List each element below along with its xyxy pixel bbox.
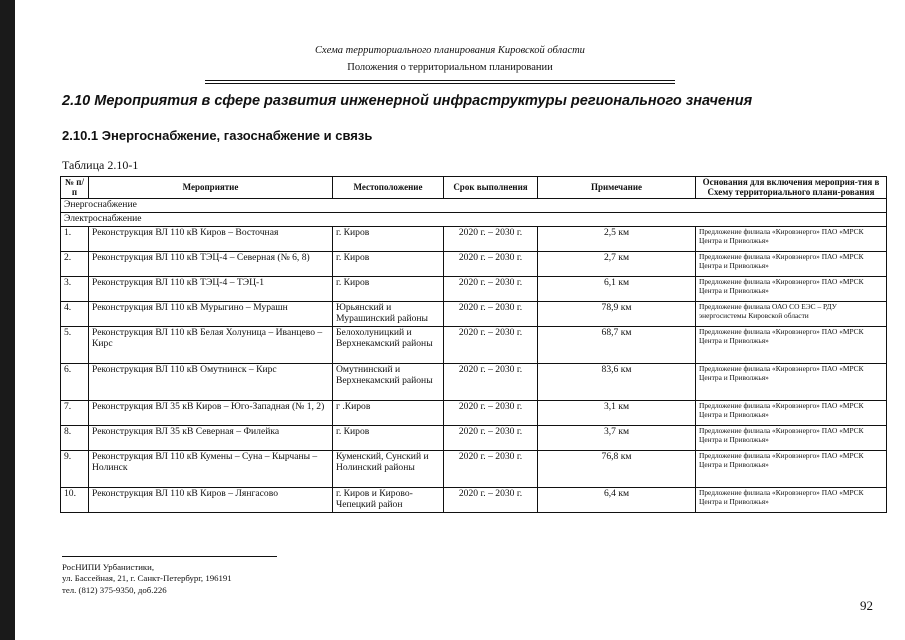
row-number: 3. xyxy=(61,277,89,302)
row-location: г. Киров xyxy=(333,252,444,277)
row-number: 2. xyxy=(61,252,89,277)
row-note: 6,1 км xyxy=(538,277,696,302)
row-note: 76,8 км xyxy=(538,451,696,488)
row-basis: Предложение филиала «Кировэнерго» ПАО «МРСК Центра и Приволжья» xyxy=(696,426,887,451)
row-activity: Реконструкция ВЛ 110 кВ Мурыгино – Мурашн xyxy=(89,302,333,327)
table-caption: Таблица 2.10-1 xyxy=(62,158,139,172)
table-row xyxy=(61,426,887,451)
row-term: 2020 г. – 2030 г. xyxy=(444,327,538,364)
footer xyxy=(62,562,232,596)
footer-org: РосНИПИ Урбанистики, xyxy=(62,562,155,572)
category-row xyxy=(61,199,887,213)
row-location: г .Киров xyxy=(333,401,444,426)
col-header-num: № п/п xyxy=(61,177,89,199)
table-row xyxy=(61,364,887,401)
header-rule xyxy=(205,80,675,81)
subsection-heading: 2.10.1 Энергоснабжение, газоснабжение и связь xyxy=(62,128,373,143)
row-location: г. Киров xyxy=(333,426,444,451)
subcategory-label: Электроснабжение xyxy=(61,213,887,227)
row-term: 2020 г. – 2030 г. xyxy=(444,401,538,426)
row-note: 78,9 км xyxy=(538,302,696,327)
category-label: Энергоснабжение xyxy=(61,199,887,213)
row-term: 2020 г. – 2030 г. xyxy=(444,364,538,401)
row-number: 8. xyxy=(61,426,89,451)
row-term: 2020 г. – 2030 г. xyxy=(444,252,538,277)
table-row xyxy=(61,488,887,513)
row-term: 2020 г. – 2030 г. xyxy=(444,451,538,488)
row-location: г. Киров xyxy=(333,227,444,252)
section-heading: 2.10 Мероприятия в сфере развития инженерной инфраструктуры регионального значения xyxy=(62,93,753,109)
document-title: Схема территориального планирования Кировской области xyxy=(315,45,585,56)
footer-rule xyxy=(62,556,277,557)
table-row xyxy=(61,277,887,302)
table-row xyxy=(61,327,887,364)
row-activity: Реконструкция ВЛ 35 кВ Киров – Юго-Западная (№ 1, 2) xyxy=(89,401,333,426)
row-note: 68,7 км xyxy=(538,327,696,364)
table-row xyxy=(61,252,887,277)
row-note: 2,5 км xyxy=(538,227,696,252)
row-basis: Предложение филиала ОАО СО ЕЭС – РДУ энергосистемы Кировской области xyxy=(696,302,887,327)
row-term: 2020 г. – 2030 г. xyxy=(444,488,538,513)
row-basis: Предложение филиала «Кировэнерго» ПАО «МРСК Центра и Приволжья» xyxy=(696,277,887,302)
row-activity: Реконструкция ВЛ 110 кВ Белая Холуница – Иванцево – Кирс xyxy=(89,327,333,364)
col-header-note: Примечание xyxy=(538,177,696,199)
activities-table xyxy=(60,176,887,513)
row-basis: Предложение филиала «Кировэнерго» ПАО «МРСК Центра и Приволжья» xyxy=(696,252,887,277)
page-edge-bar xyxy=(0,0,15,640)
header-rule xyxy=(205,83,675,84)
row-number: 4. xyxy=(61,302,89,327)
row-term: 2020 г. – 2030 г. xyxy=(444,426,538,451)
row-activity: Реконструкция ВЛ 110 кВ Омутнинск – Кирс xyxy=(89,364,333,401)
row-basis: Предложение филиала «Кировэнерго» ПАО «МРСК Центра и Приволжья» xyxy=(696,488,887,513)
row-location: Омутнинский и Верхнекамский районы xyxy=(333,364,444,401)
table-row xyxy=(61,401,887,426)
row-basis: Предложение филиала «Кировэнерго» ПАО «МРСК Центра и Приволжья» xyxy=(696,401,887,426)
col-header-location: Местоположение xyxy=(333,177,444,199)
footer-address: ул. Бассейная, 21, г. Санкт-Петербург, 196191 xyxy=(62,573,232,584)
row-activity: Реконструкция ВЛ 110 кВ Киров – Лянгасово xyxy=(89,488,333,513)
row-note: 3,7 км xyxy=(538,426,696,451)
footer-phone: тел. (812) 375-9350, доб.226 xyxy=(62,584,167,595)
row-number: 6. xyxy=(61,364,89,401)
row-note: 2,7 км xyxy=(538,252,696,277)
document-subtitle: Положения о территориальном планировании xyxy=(347,62,553,73)
row-activity: Реконструкция ВЛ 110 кВ ТЭЦ-4 – Северная (№ 6, 8) xyxy=(89,252,333,277)
col-header-basis: Основания для включения мероприя-тия в Схему территориального плани-рования xyxy=(696,177,887,199)
row-basis: Предложение филиала «Кировэнерго» ПАО «МРСК Центра и Приволжья» xyxy=(696,451,887,488)
row-number: 9. xyxy=(61,451,89,488)
row-basis: Предложение филиала «Кировэнерго» ПАО «МРСК Центра и Приволжья» xyxy=(696,364,887,401)
col-header-activity: Мероприятие xyxy=(89,177,333,199)
row-number: 5. xyxy=(61,327,89,364)
row-note: 83,6 км xyxy=(538,364,696,401)
table-row xyxy=(61,227,887,252)
row-location: г. Киров xyxy=(333,277,444,302)
row-term: 2020 г. – 2030 г. xyxy=(444,302,538,327)
row-activity: Реконструкция ВЛ 35 кВ Северная – Филейка xyxy=(89,426,333,451)
table-row xyxy=(61,302,887,327)
row-activity: Реконструкция ВЛ 110 кВ ТЭЦ-4 – ТЭЦ-1 xyxy=(89,277,333,302)
table-header-row xyxy=(61,177,887,199)
row-term: 2020 г. – 2030 г. xyxy=(444,277,538,302)
row-number: 1. xyxy=(61,227,89,252)
col-header-term: Срок выполнения xyxy=(444,177,538,199)
row-location: Юрьянский и Мурашинский районы xyxy=(333,302,444,327)
row-location: Куменский, Сунский и Нолинский районы xyxy=(333,451,444,488)
row-term: 2020 г. – 2030 г. xyxy=(444,227,538,252)
row-activity: Реконструкция ВЛ 110 кВ Кумены – Суна – Кырчаны – Нолинск xyxy=(89,451,333,488)
row-location: Белохолуницкий и Верхнекамский районы xyxy=(333,327,444,364)
table-row xyxy=(61,451,887,488)
page-number: 92 xyxy=(860,598,873,613)
row-basis: Предложение филиала «Кировэнерго» ПАО «МРСК Центра и Приволжья» xyxy=(696,327,887,364)
row-note: 6,4 км xyxy=(538,488,696,513)
row-note: 3,1 км xyxy=(538,401,696,426)
row-number: 10. xyxy=(61,488,89,513)
row-location: г. Киров и Кирово-Чепецкий район xyxy=(333,488,444,513)
row-basis: Предложение филиала «Кировэнерго» ПАО «МРСК Центра и Приволжья» xyxy=(696,227,887,252)
subcategory-row xyxy=(61,213,887,227)
row-activity: Реконструкция ВЛ 110 кВ Киров – Восточная xyxy=(89,227,333,252)
row-number: 7. xyxy=(61,401,89,426)
